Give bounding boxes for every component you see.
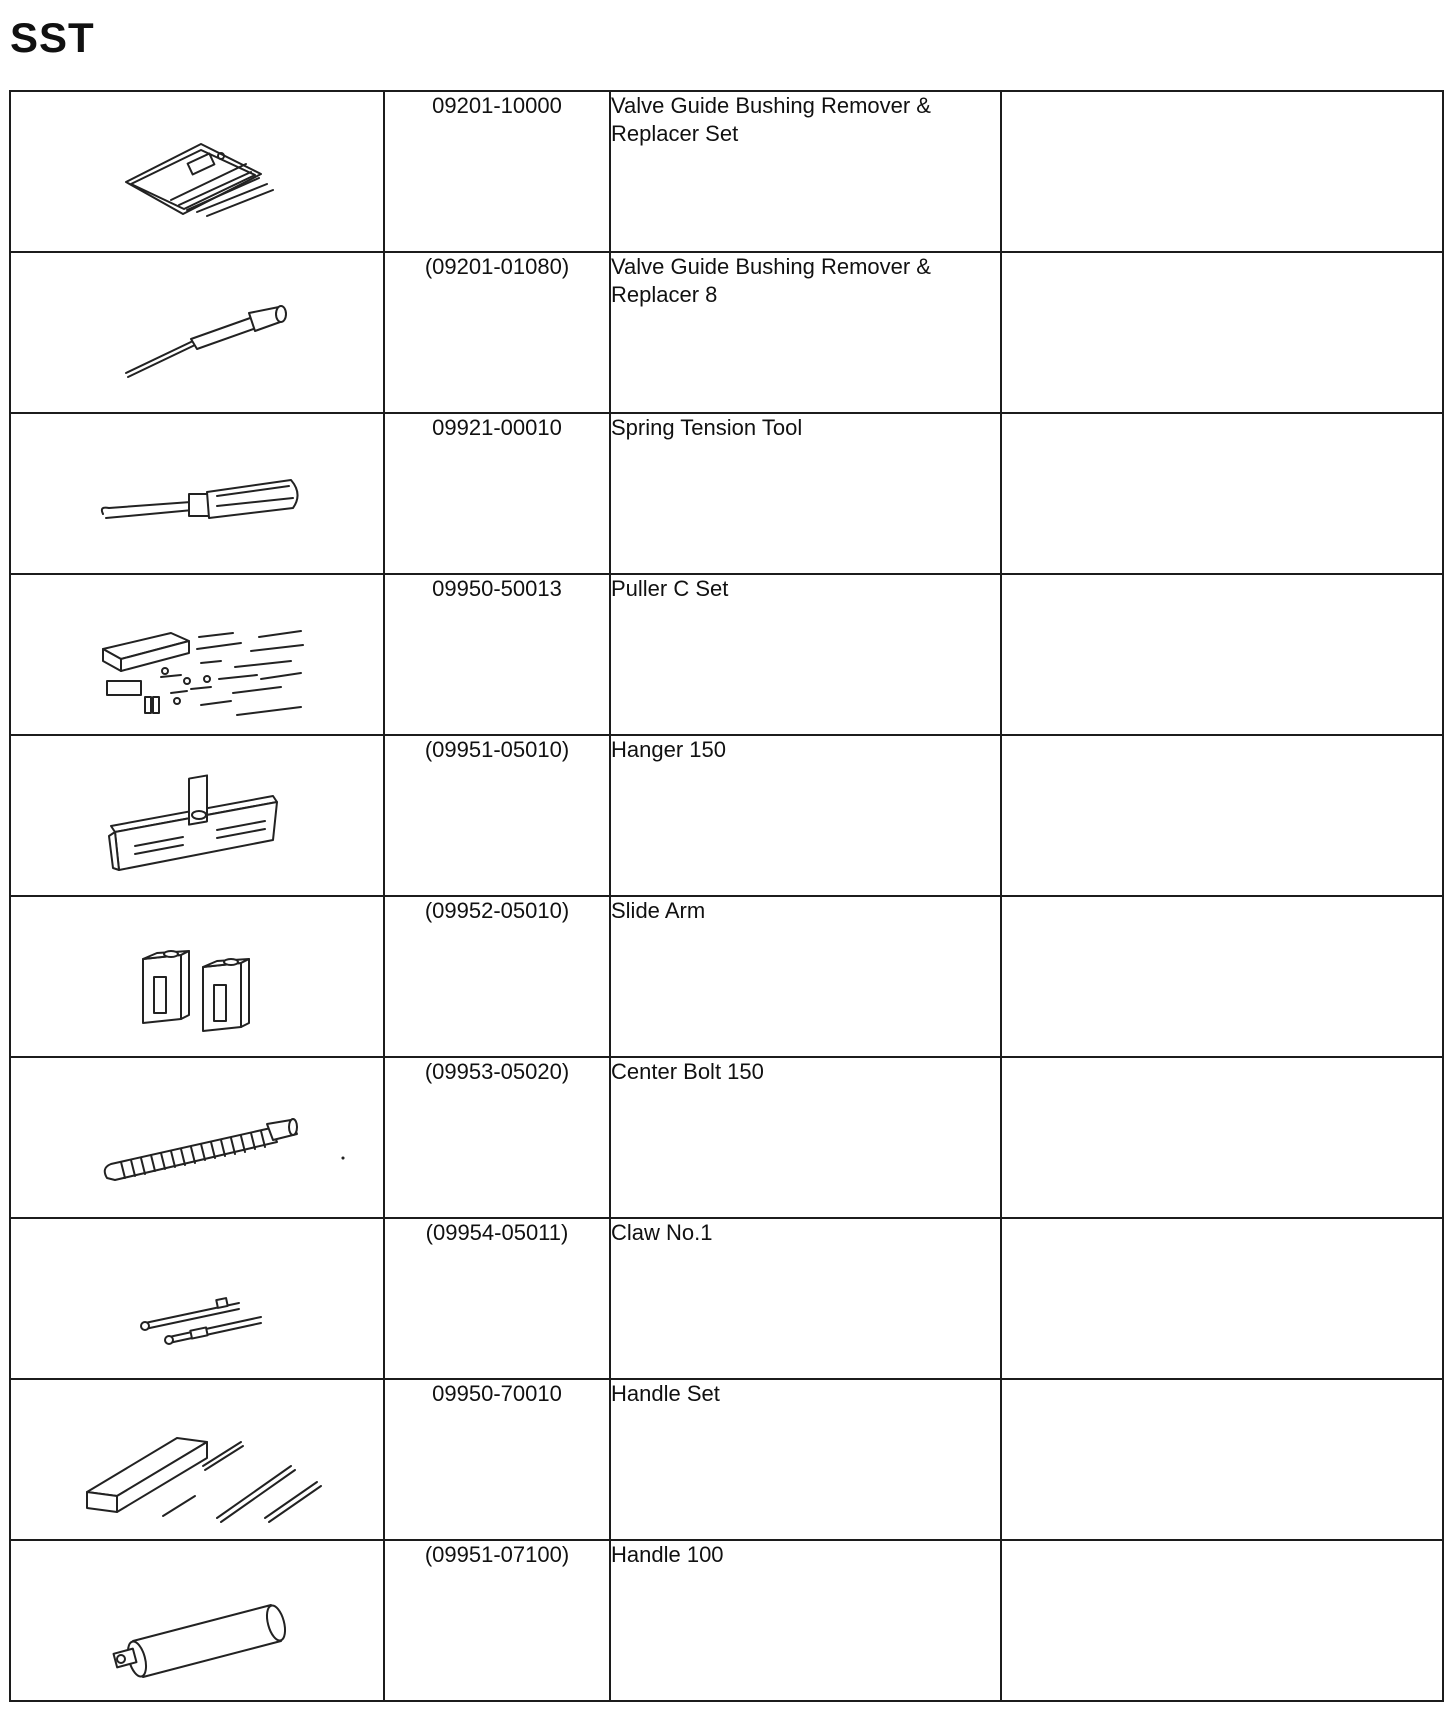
tool-picture-cell [10, 896, 384, 1057]
blank-cell [1001, 896, 1443, 1057]
tool-picture-cell [10, 413, 384, 574]
table-row [10, 91, 1443, 252]
table-row [10, 1057, 1443, 1218]
table-row [10, 896, 1443, 1057]
part-number: 09950-50013 [384, 574, 610, 735]
tool-picture-cell [10, 1379, 384, 1540]
part-number: (09952-05010) [384, 896, 610, 1057]
bushing-remover-set-icon [11, 92, 383, 251]
part-number: (09201-01080) [384, 252, 610, 413]
tool-name: Claw No.1 [610, 1218, 1001, 1379]
part-number: 09950-70010 [384, 1379, 610, 1540]
bushing-remover-icon [11, 253, 383, 412]
center-bolt-icon [11, 1058, 383, 1217]
tool-picture-cell [10, 1540, 384, 1701]
sst-table [9, 90, 1444, 1702]
tool-name: Valve Guide Bushing Remover & Replacer 8 [610, 252, 1001, 413]
spring-tension-tool-icon [11, 414, 383, 573]
tool-name: Handle Set [610, 1379, 1001, 1540]
hanger-icon [11, 736, 383, 895]
blank-cell [1001, 1540, 1443, 1701]
page-title: SST [10, 14, 95, 61]
blank-cell [1001, 91, 1443, 252]
tool-name: Center Bolt 150 [610, 1057, 1001, 1218]
claw-icon [11, 1219, 383, 1378]
blank-cell [1001, 413, 1443, 574]
table-row [10, 735, 1443, 896]
table-row [10, 1540, 1443, 1701]
blank-cell [1001, 1379, 1443, 1540]
puller-set-icon [11, 575, 383, 734]
part-number: (09953-05020) [384, 1057, 610, 1218]
part-number: 09921-00010 [384, 413, 610, 574]
table-row [10, 1218, 1443, 1379]
blank-cell [1001, 1218, 1443, 1379]
tool-name: Puller C Set [610, 574, 1001, 735]
handle-set-icon [11, 1380, 383, 1539]
tool-name: Hanger 150 [610, 735, 1001, 896]
tool-name: Handle 100 [610, 1540, 1001, 1701]
blank-cell [1001, 574, 1443, 735]
tool-picture-cell [10, 1057, 384, 1218]
part-number: 09201-10000 [384, 91, 610, 252]
tool-name: Slide Arm [610, 896, 1001, 1057]
tool-picture-cell [10, 91, 384, 252]
handle-icon [11, 1541, 383, 1700]
tool-name: Spring Tension Tool [610, 413, 1001, 574]
tool-picture-cell [10, 252, 384, 413]
slide-arm-icon [11, 897, 383, 1056]
blank-cell [1001, 252, 1443, 413]
table-row [10, 252, 1443, 413]
table-row [10, 413, 1443, 574]
table-row [10, 1379, 1443, 1540]
tool-picture-cell [10, 574, 384, 735]
part-number: (09951-05010) [384, 735, 610, 896]
tool-picture-cell [10, 735, 384, 896]
blank-cell [1001, 1057, 1443, 1218]
table-row [10, 574, 1443, 735]
part-number: (09951-07100) [384, 1540, 610, 1701]
part-number: (09954-05011) [384, 1218, 610, 1379]
tool-picture-cell [10, 1218, 384, 1379]
tool-name: Valve Guide Bushing Remover & Replacer Set [610, 91, 1001, 252]
blank-cell [1001, 735, 1443, 896]
